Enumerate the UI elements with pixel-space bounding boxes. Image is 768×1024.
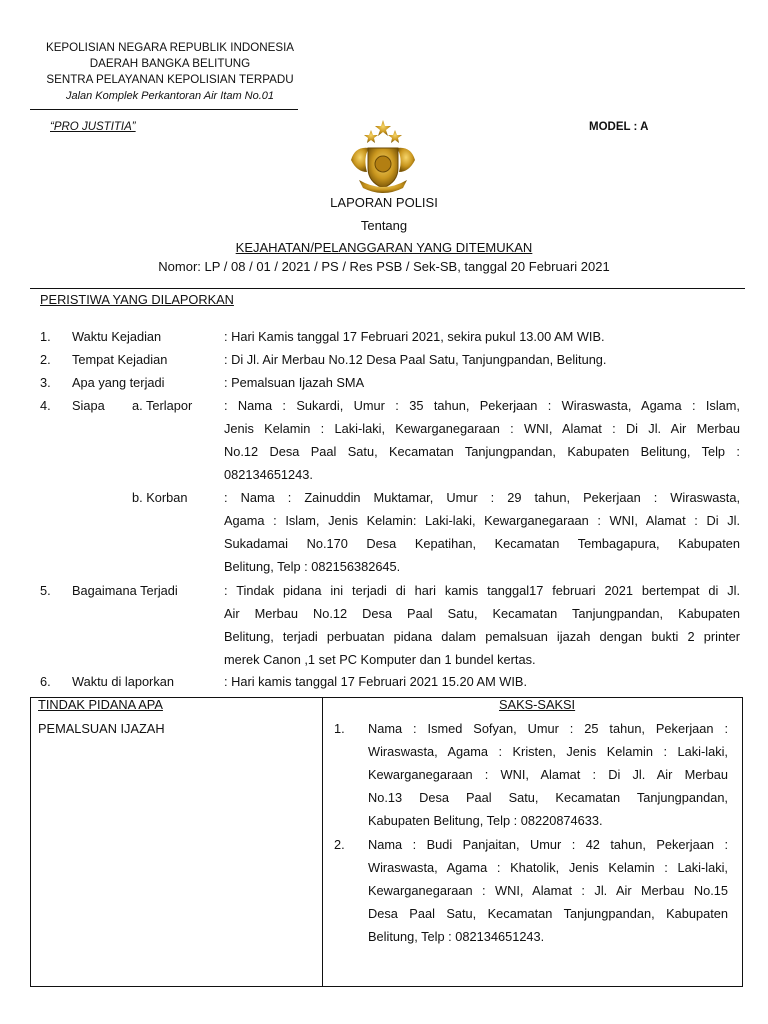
item-3-number: 3. — [40, 375, 51, 390]
item-5-line-3: Belitung, terjadi perbuatan pidana dalam pemalsuan ijazah dengan bukti 2 printer — [224, 629, 740, 644]
item-3-value: : Pemalsuan Ijazah SMA — [224, 375, 365, 390]
korban-line-3: Sukadamai No.170 Desa Kepatihan, Kecamatan Tembagapura, Kabupaten — [224, 536, 740, 551]
witness-1-number: 1. — [334, 721, 345, 736]
witness-1-line-4: No.13 Desa Paal Satu, Kecamatan Tanjungpandan, — [368, 790, 728, 805]
witness-2-line-4: Desa Paal Satu, Kecamatan Tanjungpandan, Kabupaten — [368, 906, 728, 921]
item-5-number: 5. — [40, 583, 51, 598]
korban-line-2: Agama : Islam, Jenis Kelamin: Laki-laki, Kewarganegaraan : WNI, Alamat : Di Jl. — [224, 513, 740, 528]
report-title: LAPORAN POLISI — [330, 195, 438, 210]
header-divider — [30, 109, 298, 110]
witness-1-line-3: Kewarganegaraan : WNI, Alamat : Di Jl. Air Merbau — [368, 767, 728, 782]
item-5-line-1: : Tindak pidana ini terjadi di hari kamis tanggal17 februari 2021 bertempat di Jl. — [224, 583, 740, 598]
witness-1-line-5: Kabupaten Belitung, Telp : 08220874633. — [368, 813, 603, 828]
witness-2-details — [368, 833, 728, 948]
header-line-2: DAERAH BANGKA BELITUNG — [89, 57, 251, 70]
witness-2-line-5: Belitung, Telp : 082134651243. — [368, 929, 545, 944]
terlapor-label: a. Terlapor — [132, 398, 193, 413]
main-divider — [30, 288, 745, 289]
witness-1-line-2: Wiraswasta, Agama : Kristen, Jenis Kelamin : Laki-laki, — [368, 744, 728, 759]
report-category: KEJAHATAN/PELANGGARAN YANG DITEMUKAN — [235, 240, 533, 255]
item-5-details — [224, 579, 740, 671]
crime-type-header: TINDAK PIDANA APA — [38, 697, 163, 712]
item-2-value: : Di Jl. Air Merbau No.12 Desa Paal Satu, Tanjungpandan, Belitung. — [224, 352, 607, 367]
police-emblem-icon — [341, 118, 419, 196]
item-1-value: : Hari Kamis tanggal 17 Februari 2021, sekira pukul 13.00 AM WIB. — [224, 329, 605, 344]
header-line-1: KEPOLISIAN NEGARA REPUBLIK INDONESIA — [45, 41, 295, 54]
item-6-value: : Hari kamis tanggal 17 Februari 2021 15.20 AM WIB. — [224, 674, 528, 689]
item-1-label: Waktu Kejadian — [72, 329, 162, 344]
terlapor-line-4: 082134651243. — [224, 467, 313, 482]
witness-2-line-3: Kewarganegaraan : WNI, Alamat : Jl. Air Merbau No.15 — [368, 883, 728, 898]
section-heading: PERISTIWA YANG DILAPORKAN — [40, 292, 234, 307]
item-2-number: 2. — [40, 352, 51, 367]
item-6-number: 6. — [40, 674, 51, 689]
korban-line-4: Belitung, Telp : 082156382645. — [224, 559, 401, 574]
institution-header — [30, 40, 310, 104]
crime-type-value: PEMALSUAN IJAZAH — [38, 721, 165, 736]
korban-line-1: : Nama : Zainuddin Muktamar, Umur : 29 tahun, Pekerjaan : Wiraswasta, — [224, 490, 740, 505]
item-5-label: Bagaimana Terjadi — [72, 583, 178, 598]
item-3-label: Apa yang terjadi — [72, 375, 165, 390]
item-1-number: 1. — [40, 329, 51, 344]
item-4-label: Siapa — [72, 398, 105, 413]
witness-1-line-1: Nama : Ismed Sofyan, Umur : 25 tahun, Pekerjaan : — [368, 721, 728, 736]
model-label: MODEL : A — [589, 121, 649, 133]
terlapor-line-3: No.12 Desa Paal Satu, Kecamatan Tanjungpandan, Kabupaten Belitung, Telp : — [224, 444, 740, 459]
table-column-divider — [322, 697, 323, 987]
report-number: Nomor: LP / 08 / 01 / 2021 / PS / Res PSB / Sek-SB, tanggal 20 Februari 2021 — [158, 259, 610, 274]
item-4-number: 4. — [40, 398, 51, 413]
header-address: Jalan Komplek Perkantoran Air Itam No.01 — [65, 90, 275, 102]
report-subtitle: Tentang — [360, 218, 408, 233]
item-5-line-4: merek Canon ,1 set PC Komputer dan 1 bundel kertas. — [224, 652, 536, 667]
korban-label: b. Korban — [132, 490, 188, 505]
terlapor-details — [224, 394, 740, 486]
witness-2-number: 2. — [334, 837, 345, 852]
item-2-label: Tempat Kejadian — [72, 352, 168, 367]
terlapor-line-1: : Nama : Sukardi, Umur : 35 tahun, Pekerjaan : Wiraswasta, Agama : Islam, — [224, 398, 740, 413]
witness-1-details — [368, 717, 728, 832]
witness-2-line-2: Wiraswasta, Agama : Khatolik, Jenis Kelamin : Laki-laki, — [368, 860, 728, 875]
header-line-3: SENTRA PELAYANAN KEPOLISIAN TERPADU — [46, 73, 294, 86]
terlapor-line-2: Jenis Kelamin : Laki-laki, Kewarganegaraan : WNI, Alamat : Di Jl. Air Merbau — [224, 421, 740, 436]
witness-2-line-1: Nama : Budi Panjaitan, Umur : 42 tahun, Pekerjaan : — [368, 837, 728, 852]
witnesses-header: SAKS-SAKSI — [499, 697, 576, 712]
korban-details — [224, 486, 740, 578]
item-6-label: Waktu di laporkan — [72, 674, 174, 689]
item-5-line-2: Air Merbau No.12 Desa Paal Satu, Kecamatan Tanjungpandan, Kabupaten — [224, 606, 740, 621]
pro-justitia-label: “PRO JUSTITIA” — [50, 121, 136, 133]
